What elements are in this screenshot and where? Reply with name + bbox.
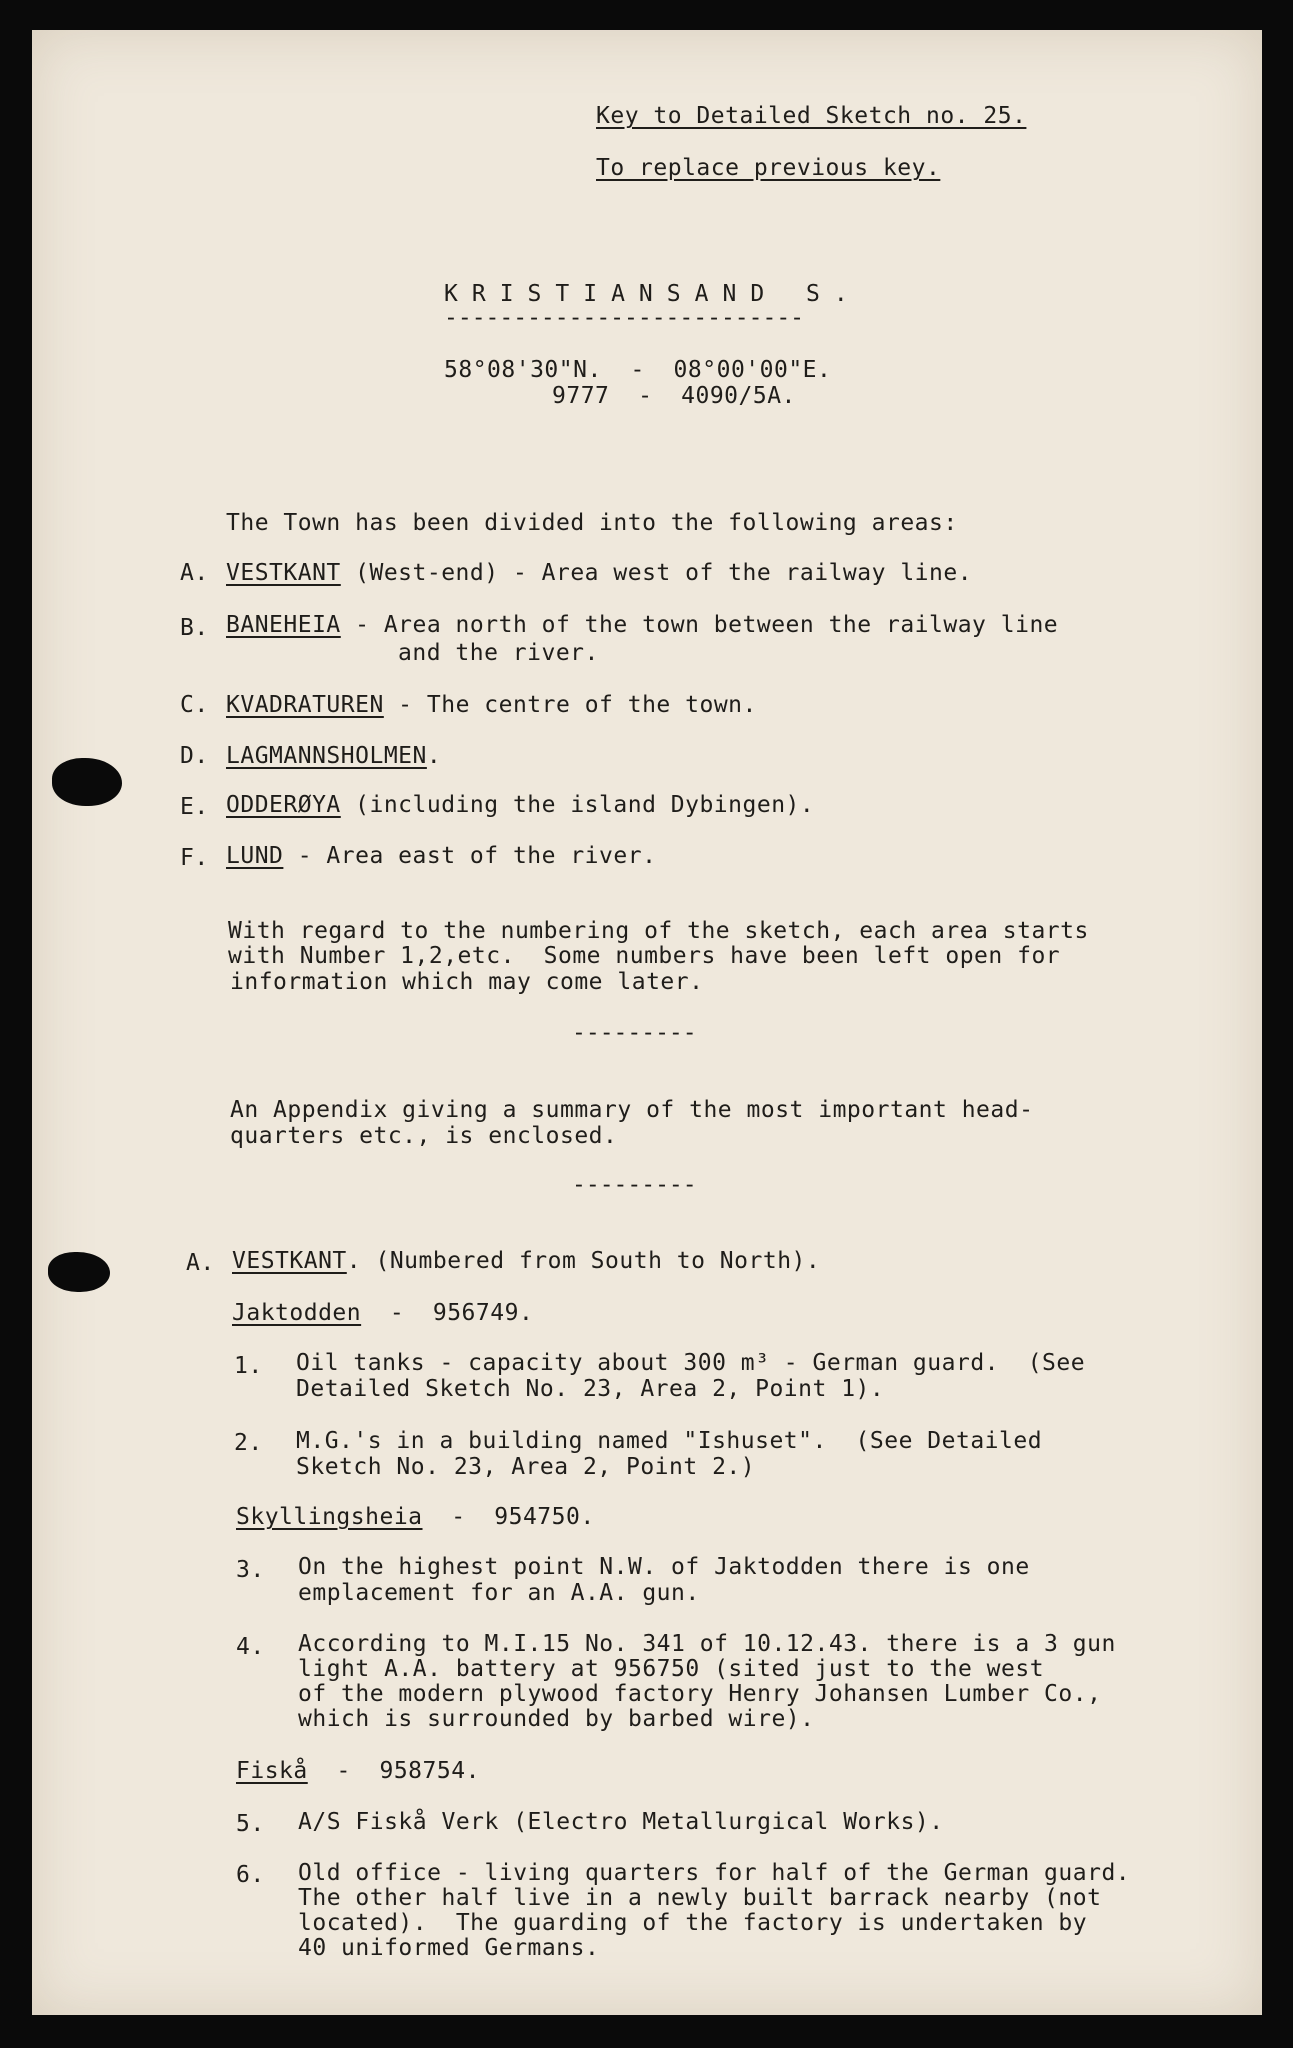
point-line: Old office - living quarters for half of the German guard. bbox=[298, 1860, 1131, 1886]
separator-2: --------- bbox=[572, 1172, 697, 1198]
area-description: - Area east of the river. bbox=[283, 843, 657, 869]
area-name: LAGMANNSHOLMEN bbox=[226, 743, 427, 769]
point-line: Sketch No. 23, Area 2, Point 2.) bbox=[296, 1454, 756, 1480]
area-description: (including the island Dybingen). bbox=[340, 792, 815, 818]
note-line: information which may come later. bbox=[230, 969, 704, 995]
area-letter: A. bbox=[180, 560, 209, 586]
area-description: - The centre of the town. bbox=[383, 692, 757, 718]
point-line: On the highest point N.W. of Jaktodden there is one bbox=[298, 1554, 1030, 1580]
point-line: 40 uniformed Germans. bbox=[298, 1935, 600, 1961]
intro-text: The Town has been divided into the following areas: bbox=[226, 510, 958, 536]
location-name: Jaktodden bbox=[232, 1300, 362, 1326]
note-line: with Number 1,2,etc. Some numbers have been left open for bbox=[228, 943, 1061, 969]
location-heading bbox=[232, 1300, 533, 1326]
coordinates-line-1: 58°08'30"N. - 08°00'00"E. bbox=[444, 357, 832, 383]
area-letter: F. bbox=[180, 845, 209, 871]
point-line: The other half live in a newly built barrack nearby (not bbox=[298, 1885, 1102, 1911]
area-letter: E. bbox=[180, 794, 209, 820]
point-line: of the modern plywood factory Henry Johansen Lumber Co., bbox=[298, 1681, 1102, 1707]
place-underline: -------------------------- bbox=[444, 305, 805, 331]
location-ref: - 958754. bbox=[307, 1758, 480, 1784]
note-line: An Appendix giving a summary of the most important head- bbox=[230, 1097, 1034, 1123]
point-line: Detailed Sketch No. 23, Area 2, Point 1). bbox=[296, 1376, 885, 1402]
location-heading bbox=[236, 1504, 595, 1530]
point-number: 4. bbox=[236, 1634, 265, 1660]
location-ref: - 956749. bbox=[361, 1300, 534, 1326]
area-letter: D. bbox=[180, 743, 209, 769]
note-line: quarters etc., is enclosed. bbox=[230, 1123, 618, 1149]
section-title: VESTKANT bbox=[232, 1248, 347, 1274]
punch-hole-upper bbox=[52, 758, 122, 806]
replace-note: To replace previous key. bbox=[596, 155, 941, 181]
area-name: LUND bbox=[226, 843, 284, 869]
point-number: 2. bbox=[234, 1430, 263, 1456]
location-heading bbox=[236, 1758, 480, 1784]
location-name: Fiskå bbox=[236, 1758, 308, 1784]
point-line: A/S Fiskå Verk (Electro Metallurgical Works). bbox=[298, 1809, 944, 1835]
area-letter: B. bbox=[180, 615, 209, 641]
area-description: - Area north of the town between the railway line bbox=[340, 612, 1059, 638]
area-description-continued: and the river. bbox=[398, 640, 599, 666]
section-letter: A. bbox=[186, 1250, 215, 1276]
point-number: 3. bbox=[236, 1557, 265, 1583]
point-line: located). The guarding of the factory is undertaken by bbox=[298, 1910, 1088, 1936]
separator-1: --------- bbox=[572, 1020, 697, 1046]
location-name: Skyllingsheia bbox=[236, 1504, 423, 1530]
key-title: Key to Detailed Sketch no. 25. bbox=[596, 103, 1027, 129]
place-name: KRISTIANSAND S. bbox=[444, 281, 862, 307]
note-line: With regard to the numbering of the sketch, each area starts bbox=[228, 918, 1089, 944]
area-name: ODDERØYA bbox=[226, 792, 341, 818]
point-line: emplacement for an A.A. gun. bbox=[298, 1580, 700, 1606]
area-name: BANEHEIA bbox=[226, 612, 341, 638]
point-line: light A.A. battery at 956750 (sited just to the west bbox=[298, 1656, 1045, 1682]
punch-hole-lower bbox=[48, 1252, 110, 1292]
point-number: 5. bbox=[236, 1811, 265, 1837]
point-line: which is surrounded by barbed wire). bbox=[298, 1706, 815, 1732]
location-ref: - 954750. bbox=[422, 1504, 595, 1530]
point-line: According to M.I.15 No. 341 of 10.12.43. there is a 3 gun bbox=[298, 1631, 1116, 1657]
area-name: KVADRATUREN bbox=[226, 692, 384, 718]
point-number: 6. bbox=[236, 1862, 265, 1888]
section-subtitle: . (Numbered from South to North). bbox=[346, 1248, 821, 1274]
area-name: VESTKANT bbox=[226, 560, 341, 586]
point-line: Oil tanks - capacity about 300 m³ - German guard. (See bbox=[296, 1350, 1086, 1376]
area-description: (West-end) - Area west of the railway line. bbox=[340, 560, 973, 586]
point-line: M.G.'s in a building named "Ishuset". (See Detailed bbox=[296, 1428, 1043, 1454]
point-number: 1. bbox=[234, 1353, 263, 1379]
coordinates-line-2: 9777 - 4090/5A. bbox=[552, 383, 796, 409]
area-letter: C. bbox=[180, 692, 209, 718]
area-description: . bbox=[426, 743, 442, 769]
